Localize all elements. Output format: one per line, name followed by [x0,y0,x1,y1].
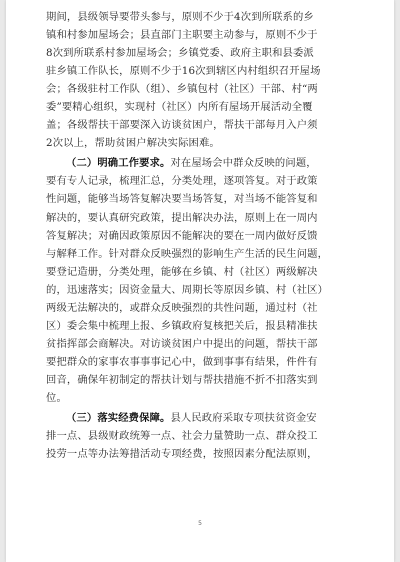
text-line: 期间，县级领导要带头参与，原则不少于4次到所联系的乡 [46,11,314,23]
text-line: 与解释工作。针对群众反映强烈的影响生产生活的民生问题， [46,247,329,260]
text-line: 投劳一点等办法筹措活动专项经费，按照因素分配法原则， [46,448,318,461]
text-line: 要有专人记录，梳理汇总，分类处理，逐项答复。对于政策 [46,175,318,188]
text-line: 要登记造册，分类处理，能够在乡镇、村（社区）两级解决 [46,265,318,278]
text-span: 对在屋场会中群众反映的问题， [170,157,317,170]
section-heading: （二）明确工作要求。 [66,157,171,170]
text-line [46,409,354,427]
text-line: 贫指挥部会商解决。对访谈贫困户中提出的问题，帮扶干部 [46,337,318,350]
text-line: 2次以上，帮助贫困户解决实际困难。 [46,137,220,150]
text-line: 区）委会集中梳理上报、乡镇政府复核把关后，报县精准扶 [46,319,318,332]
text-span: 县人民政府采取专项扶贫资金安 [170,412,317,425]
document-page [6,0,394,562]
text-line: 会；各级驻村工作队（组）、乡镇包村（社区）干部、村“两 [46,83,318,96]
page-number: 5 [198,520,202,527]
text-line: 驻乡镇工作队长，原则不少于16次到辖区内村组织召开屋场 [46,65,321,78]
text-line: 位。 [46,391,67,404]
text-line: 的，迅速落实；因资金量大、周期长等原因乡镇、村（社区） [46,283,329,296]
text-line: 解决的，要认真研究政策，提出解决办法，原则上在一周内 [46,211,318,224]
body-text [46,8,354,463]
text-line: 委”要精心组织，实现村（社区）内所有屋场开展活动全覆 [46,101,313,114]
section-heading: （三）落实经费保障。 [66,412,171,425]
text-line: 排一点、县级财政统筹一点、社会力量赞助一点、群众投工 [46,430,318,443]
text-line: 镇和村参加屋场会；县直部门主职要主动参与，原则不少于 [46,29,318,42]
text-line: 盖；各级帮扶干部要深入访谈贫困户，帮扶干部每月入户须 [46,119,318,132]
text-line: 要把群众的家事农事事事记心中，做到事事有结果，件件有 [46,355,318,368]
paragraph-participation [46,8,354,152]
text-line: 回音，确保年初制定的帮扶计划与帮扶措施不折不扣落实到 [46,373,318,386]
text-line: 8次到所联系村参加屋场会；乡镇党委、政府主职和县委派 [46,47,314,60]
text-line: 性问题，能够当场答复解决要当场答复，对当场不能答复和 [46,193,318,206]
text-line [46,154,354,172]
text-line: 两级无法解决的，或群众反映强烈的共性问题，通过村（社 [46,301,318,314]
text-line: 答复解决；对确因政策原因不能解决的要在一周内做好反馈 [46,229,318,242]
paragraph-funding [46,409,354,463]
paragraph-work-requirements [46,154,354,407]
